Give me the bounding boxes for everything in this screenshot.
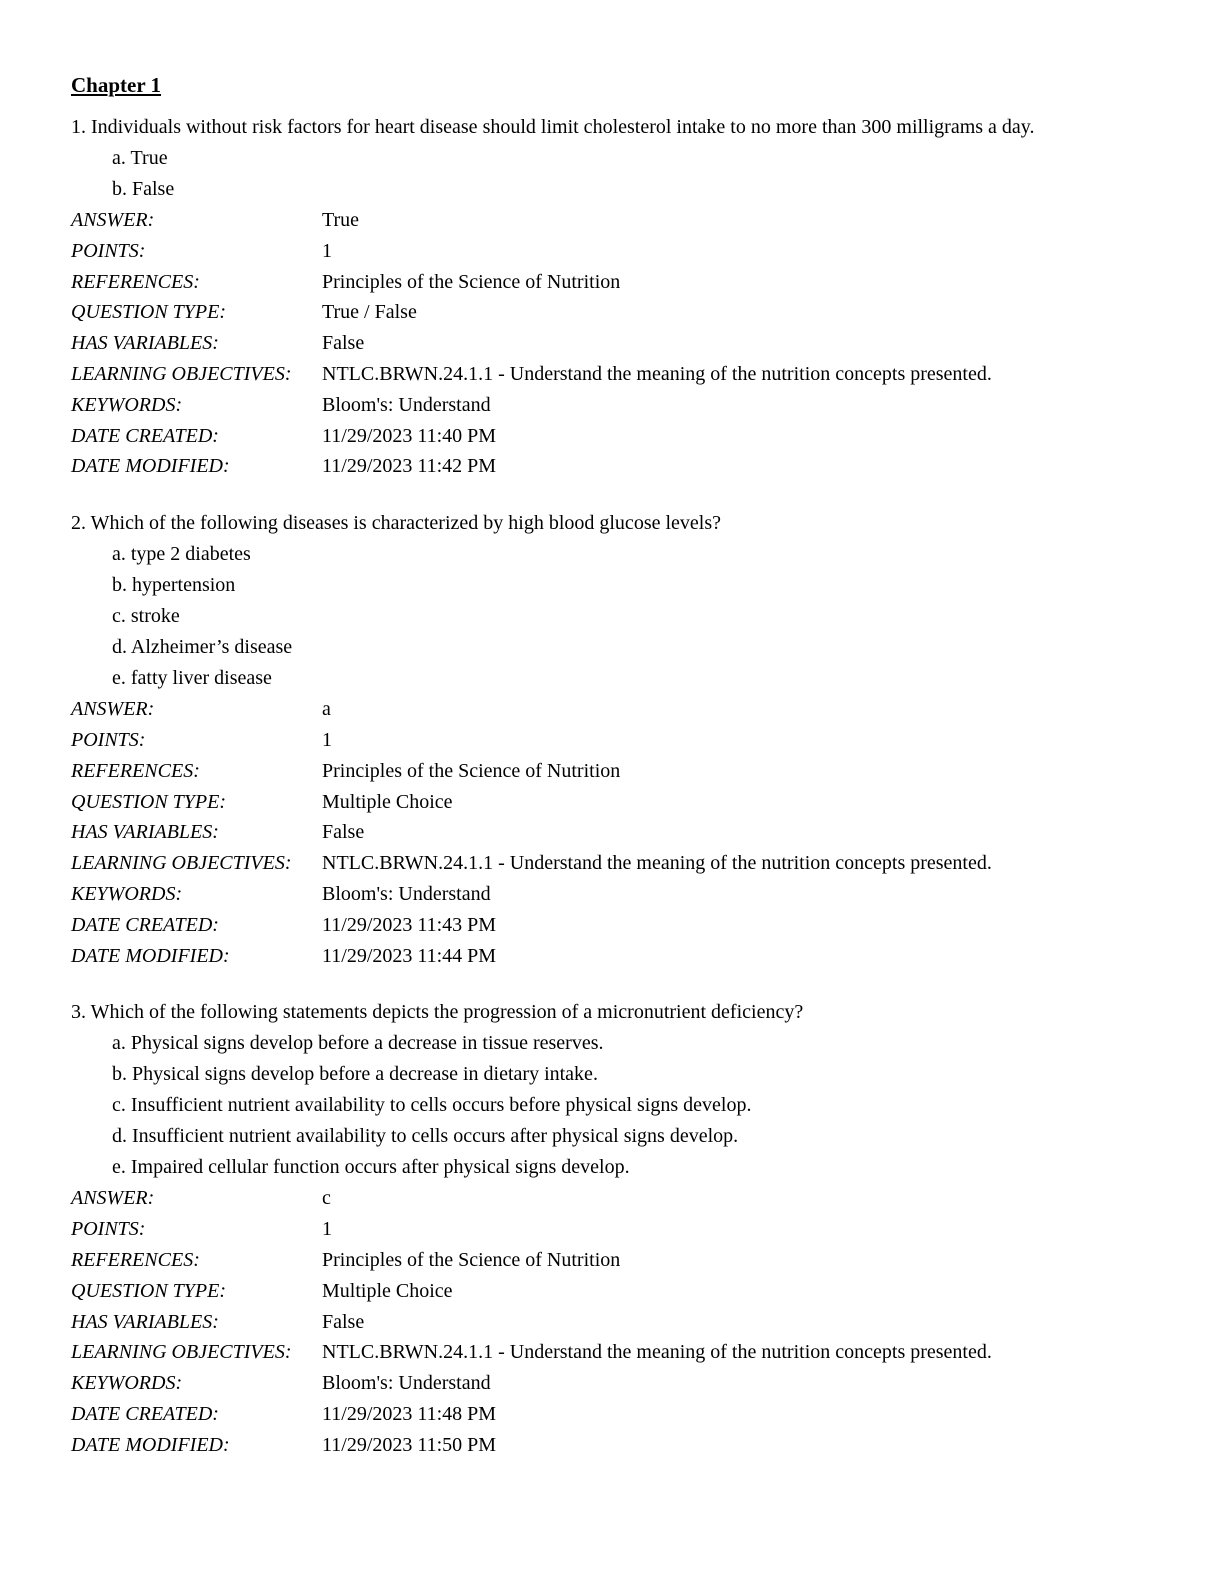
meta-key: LEARNING OBJECTIVES: [71,1341,292,1364]
answer-option: a. True [112,147,168,169]
meta-row-keywords [71,390,1171,421]
meta-value: NTLC.BRWN.24.1.1 - Understand the meaning of the nutrition concepts presented. [322,1341,992,1364]
meta-value: Principles of the Science of Nutrition [322,1248,621,1271]
meta-value: Bloom's: Understand [322,882,491,905]
chapter-title: Chapter 1 [71,73,162,97]
meta-key: LEARNING OBJECTIVES: [71,362,292,385]
meta-value: Principles of the Science of Nutrition [322,270,621,293]
answer-option: a. type 2 diabetes [112,543,251,566]
question-2 [71,508,1171,971]
meta-key: KEYWORDS: [71,882,183,905]
answer-options [71,1028,1171,1183]
meta-row-keywords [71,879,1171,910]
question-metadata [71,694,1171,971]
meta-key: ANSWER: [71,209,155,231]
meta-value: False [322,1310,365,1333]
meta-value: 11/29/2023 11:48 PM [322,1402,497,1425]
meta-row-question-type [71,297,1171,328]
answer-options [71,539,1171,694]
meta-value: False [322,821,365,844]
meta-key: DATE MODIFIED: [71,455,230,478]
meta-row-has-variables [71,1307,1171,1338]
meta-value: 11/29/2023 11:44 PM [322,944,497,967]
meta-key: LEARNING OBJECTIVES: [71,852,292,875]
answer-option: e. fatty liver disease [112,667,272,690]
meta-row-answer [71,205,1171,236]
meta-value: Bloom's: Understand [322,1372,491,1395]
meta-value: NTLC.BRWN.24.1.1 - Understand the meaning of the nutrition concepts presented. [322,852,992,875]
meta-value: 11/29/2023 11:43 PM [322,913,497,936]
meta-row-learning-objectives [71,1337,1171,1368]
question-1 [71,112,1171,482]
meta-row-keywords [71,1368,1171,1399]
answer-option: b. Physical signs develop before a decrease in dietary intake. [112,1063,598,1086]
meta-key: DATE CREATED: [71,424,219,447]
question-stem: 1. Individuals without risk factors for heart disease should limit cholesterol intake to no more than 300 milligrams a day. [71,116,1035,138]
meta-row-learning-objectives [71,359,1171,390]
meta-row-references [71,1245,1171,1276]
meta-value: False [322,332,365,355]
meta-key: POINTS: [71,239,146,262]
meta-value: 1 [322,239,332,262]
meta-key: HAS VARIABLES: [71,1310,219,1333]
meta-key: ANSWER: [71,1187,155,1210]
question-stem: 3. Which of the following statements depicts the progression of a micronutrient deficiency? [71,1001,804,1024]
answer-option: b. hypertension [112,574,236,597]
meta-value: 11/29/2023 11:50 PM [322,1433,497,1456]
meta-row-learning-objectives [71,848,1171,879]
meta-value: 11/29/2023 11:40 PM [322,424,497,447]
meta-key: POINTS: [71,728,146,751]
meta-key: HAS VARIABLES: [71,332,219,355]
meta-value: a [322,698,331,721]
meta-value: Bloom's: Understand [322,393,491,416]
meta-row-date-created [71,421,1171,452]
meta-value: Principles of the Science of Nutrition [322,759,621,782]
meta-row-answer [71,694,1171,725]
meta-key: DATE CREATED: [71,1402,219,1425]
meta-row-has-variables [71,817,1171,848]
meta-value: 1 [322,728,332,751]
meta-row-references [71,267,1171,298]
meta-value: 1 [322,1218,332,1241]
meta-row-date-created [71,910,1171,941]
meta-key: POINTS: [71,1218,146,1241]
meta-row-points [71,725,1171,756]
meta-value: Multiple Choice [322,1279,453,1302]
meta-value: True / False [322,301,417,324]
meta-key: ANSWER: [71,698,155,721]
meta-key: HAS VARIABLES: [71,821,219,844]
meta-row-date-created [71,1399,1171,1430]
meta-value: NTLC.BRWN.24.1.1 - Understand the meaning of the nutrition concepts presented. [322,362,992,385]
meta-key: QUESTION TYPE: [71,301,227,324]
meta-value: c [322,1187,331,1210]
answer-option: c. Insufficient nutrient availability to cells occurs before physical signs develop. [112,1094,752,1117]
meta-row-date-modified [71,451,1171,482]
question-3 [71,997,1171,1460]
question-metadata [71,1183,1171,1460]
meta-row-references [71,756,1171,787]
answer-option: c. stroke [112,605,180,628]
answer-option: b. False [112,178,175,200]
meta-row-has-variables [71,328,1171,359]
meta-value: True [322,209,360,231]
meta-value: Multiple Choice [322,790,453,813]
meta-key: QUESTION TYPE: [71,790,227,813]
question-stem: 2. Which of the following diseases is characterized by high blood glucose levels? [71,512,721,535]
meta-row-points [71,236,1171,267]
meta-key: KEYWORDS: [71,1372,183,1395]
meta-row-question-type [71,1276,1171,1307]
meta-row-points [71,1214,1171,1245]
meta-key: DATE MODIFIED: [71,1433,230,1456]
meta-row-answer [71,1183,1171,1214]
meta-key: REFERENCES: [71,1248,200,1271]
meta-value: 11/29/2023 11:42 PM [322,455,497,478]
meta-row-question-type [71,787,1171,818]
meta-row-date-modified [71,941,1171,972]
meta-key: REFERENCES: [71,759,200,782]
meta-key: QUESTION TYPE: [71,1279,227,1302]
meta-row-date-modified [71,1430,1171,1461]
meta-key: REFERENCES: [71,270,200,293]
meta-key: DATE MODIFIED: [71,944,230,967]
answer-options [71,143,1171,205]
document-page [71,70,1171,1487]
answer-option: a. Physical signs develop before a decrease in tissue reserves. [112,1032,604,1055]
meta-key: KEYWORDS: [71,393,183,416]
answer-option: e. Impaired cellular function occurs after physical signs develop. [112,1156,630,1179]
question-metadata [71,205,1171,482]
answer-option: d. Alzheimer’s disease [112,636,293,659]
meta-key: DATE CREATED: [71,913,219,936]
answer-option: d. Insufficient nutrient availability to cells occurs after physical signs develop. [112,1125,739,1148]
